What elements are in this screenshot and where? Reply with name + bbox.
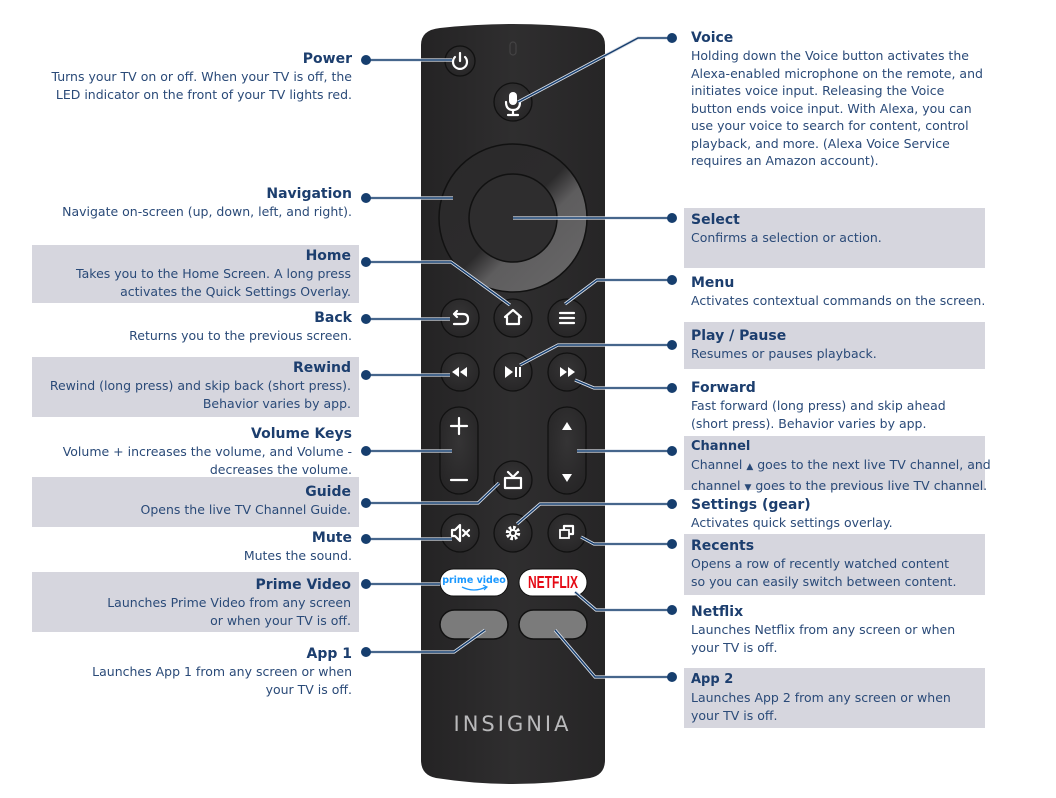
guide-button-hotspot[interactable]	[494, 461, 532, 499]
callout-title: Select	[691, 212, 740, 228]
callout-desc: Confirms a selection or action.	[691, 230, 882, 245]
channel-up-prefix: Channel	[691, 457, 743, 472]
menu-button-hotspot[interactable]	[548, 299, 586, 337]
mute-button-hotspot[interactable]	[441, 514, 479, 552]
callout-desc: Opens a row of recently watched content so you can easily switch between content.	[691, 556, 957, 589]
callout-title: Power	[302, 51, 352, 67]
channel-up-arrow-icon: ▲	[746, 462, 754, 472]
callout-desc: Activates contextual commands on the screen.	[691, 293, 986, 308]
remote-body	[421, 24, 605, 784]
callout-title: Mute	[311, 530, 352, 546]
callout-title: Rewind	[293, 360, 351, 376]
callout-title: Play / Pause	[691, 328, 787, 344]
play-pause-button-hotspot[interactable]	[494, 353, 532, 391]
volume-down-hotspot[interactable]	[440, 451, 478, 494]
callout-title: Home	[305, 248, 351, 264]
channel-down-prefix: channel	[691, 477, 741, 493]
callout-title: App 1	[306, 646, 352, 662]
callout-desc: Mutes the sound.	[243, 548, 352, 563]
settings-button-hotspot[interactable]	[494, 514, 532, 552]
callout-title: Guide	[305, 484, 351, 500]
callout-desc: Takes you to the Home Screen. A long press activates the Quick Settings Overlay.	[76, 266, 351, 299]
callout-desc: Launches Netflix from any screen or when your TV is off.	[691, 622, 956, 655]
netflix-button-hotspot[interactable]	[519, 569, 587, 596]
channel-up-hotspot[interactable]	[548, 407, 586, 450]
channel-down-hotspot[interactable]	[548, 451, 586, 494]
callout-desc: Returns you to the previous screen.	[129, 328, 352, 343]
callout-desc: Activates quick settings overlay.	[691, 515, 893, 530]
back-button-hotspot[interactable]	[441, 299, 479, 337]
prime-video-logo: prime video	[442, 575, 506, 586]
callout-desc: Launches App 1 from any screen or when your TV is off.	[92, 664, 352, 697]
callout-desc: Launches Prime Video from any screen or when your TV is off.	[107, 595, 351, 628]
callout-title: App 2	[691, 672, 734, 687]
select-button-hotspot[interactable]	[469, 174, 557, 262]
callout-title: Volume Keys	[251, 426, 352, 442]
callout-desc: Resumes or pauses playback.	[691, 346, 877, 361]
channel-down-suffix: goes to the previous live TV channel.	[755, 477, 988, 493]
callout-desc: Turns your TV on or off. When your TV is off, the LED indicator on the front of your TV lights red.	[51, 69, 352, 102]
channel-up-suffix: goes to the next live TV channel, and	[757, 457, 991, 472]
callout-title: Navigation	[266, 186, 352, 202]
rewind-button-hotspot[interactable]	[441, 353, 479, 391]
callout-desc: Navigate on-screen (up, down, left, and right).	[62, 204, 352, 219]
callout-desc: Rewind (long press) and skip back (short press). Behavior varies by app.	[49, 378, 351, 411]
app1-button-hotspot[interactable]	[440, 610, 508, 639]
voice-button-hotspot[interactable]	[494, 83, 532, 121]
callout-title: Prime Video	[255, 577, 351, 593]
callout-title: Settings (gear)	[691, 497, 811, 513]
callout-desc: Volume + increases the volume, and Volume - decreases the volume.	[62, 444, 352, 477]
home-button-hotspot[interactable]	[494, 299, 532, 337]
channel-down-arrow-icon: ▼	[744, 482, 752, 493]
app2-button-hotspot[interactable]	[519, 610, 587, 639]
callout-title: Menu	[691, 275, 735, 291]
callout-title: Back	[314, 310, 352, 326]
brand-logo: INSIGNIA	[453, 712, 572, 736]
netflix-logo: NETFLIX	[528, 574, 578, 593]
callout-desc: Opens the live TV Channel Guide.	[140, 502, 351, 517]
callout-title: Forward	[691, 380, 756, 396]
recents-button-hotspot[interactable]	[548, 514, 586, 552]
callout-title: Channel	[691, 439, 751, 454]
power-button-hotspot[interactable]	[445, 46, 475, 76]
forward-button-hotspot[interactable]	[548, 353, 586, 391]
volume-up-hotspot[interactable]	[440, 407, 478, 450]
callout-title: Voice	[691, 30, 734, 46]
prime-video-button-hotspot[interactable]	[440, 569, 508, 596]
callout-title: Netflix	[691, 604, 744, 620]
callout-desc: Fast forward (long press) and skip ahead (short press). Behavior varies by app.	[691, 398, 946, 431]
callout-title: Recents	[691, 538, 755, 554]
callout-desc: Launches App 2 from any screen or when your TV is off.	[691, 690, 951, 723]
callout-desc: Holding down the Voice button activates the Alexa-enabled microphone on the remote, and initiates voice input. Releasing the Voice button ends voice input. With Alexa, you can use your voice to search for content, control playback, and more. (Alexa Voice Service requires an Amazon account).	[691, 48, 983, 168]
